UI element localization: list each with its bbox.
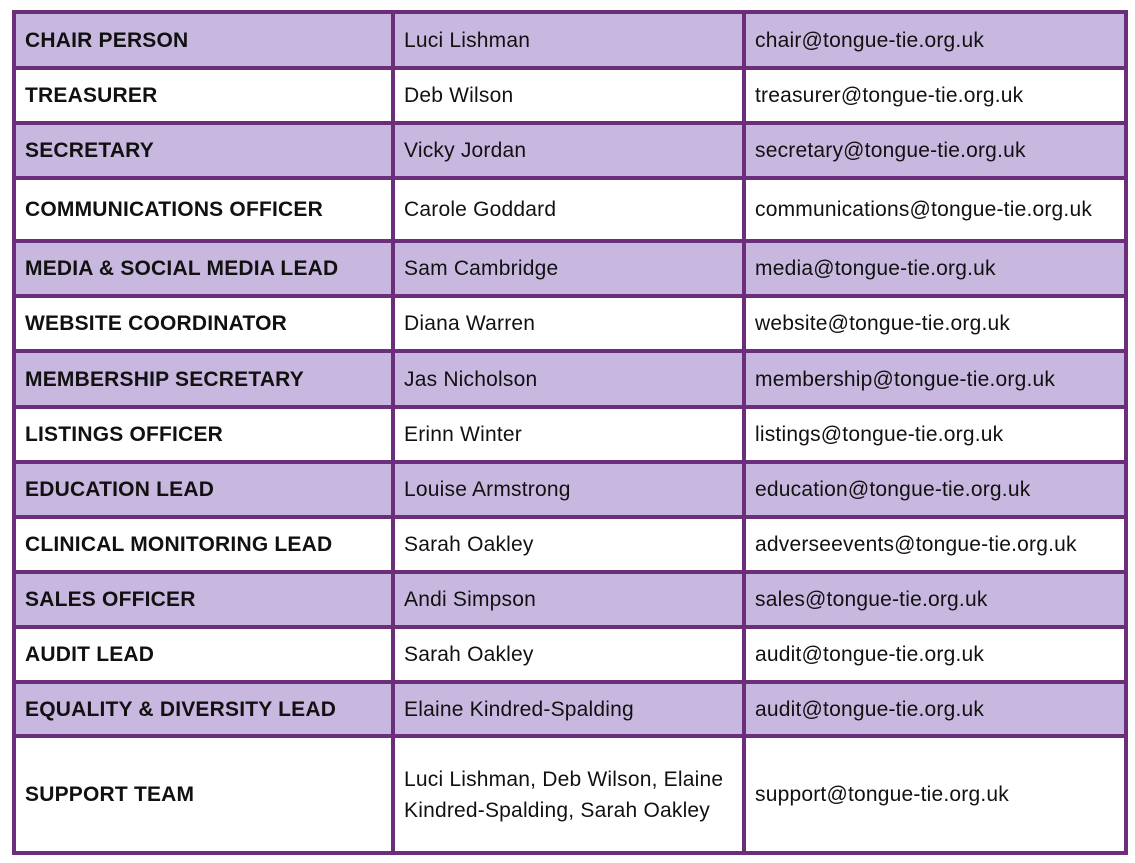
name-cell: Sarah Oakley bbox=[393, 627, 744, 682]
table-row bbox=[14, 241, 1126, 296]
email-cell[interactable]: website@tongue-tie.org.uk bbox=[744, 296, 1126, 351]
table-row bbox=[14, 351, 1126, 407]
table-row bbox=[14, 123, 1126, 178]
email-cell[interactable]: adverseevents@tongue-tie.org.uk bbox=[744, 517, 1126, 572]
email-cell[interactable]: secretary@tongue-tie.org.uk bbox=[744, 123, 1126, 178]
table-row bbox=[14, 572, 1126, 627]
email-cell[interactable]: listings@tongue-tie.org.uk bbox=[744, 407, 1126, 462]
email-cell[interactable]: chair@tongue-tie.org.uk bbox=[744, 12, 1126, 68]
role-cell: LISTINGS OFFICER bbox=[14, 407, 393, 462]
name-cell: Sarah Oakley bbox=[393, 517, 744, 572]
name-cell: Deb Wilson bbox=[393, 68, 744, 123]
name-cell: Sam Cambridge bbox=[393, 241, 744, 296]
table-row bbox=[14, 627, 1126, 682]
email-cell[interactable]: sales@tongue-tie.org.uk bbox=[744, 572, 1126, 627]
name-cell: Luci Lishman bbox=[393, 12, 744, 68]
table-row bbox=[14, 462, 1126, 517]
role-cell: AUDIT LEAD bbox=[14, 627, 393, 682]
name-cell: Vicky Jordan bbox=[393, 123, 744, 178]
role-cell: WEBSITE COORDINATOR bbox=[14, 296, 393, 351]
email-cell[interactable]: education@tongue-tie.org.uk bbox=[744, 462, 1126, 517]
email-cell[interactable]: audit@tongue-tie.org.uk bbox=[744, 682, 1126, 736]
email-cell[interactable]: support@tongue-tie.org.uk bbox=[744, 736, 1126, 853]
role-cell: EDUCATION LEAD bbox=[14, 462, 393, 517]
table-row bbox=[14, 517, 1126, 572]
role-cell: MEMBERSHIP SECRETARY bbox=[14, 351, 393, 407]
role-cell: SECRETARY bbox=[14, 123, 393, 178]
email-cell[interactable]: treasurer@tongue-tie.org.uk bbox=[744, 68, 1126, 123]
table-row bbox=[14, 12, 1126, 68]
name-cell: Carole Goddard bbox=[393, 178, 744, 241]
name-cell: Andi Simpson bbox=[393, 572, 744, 627]
role-cell: SALES OFFICER bbox=[14, 572, 393, 627]
table-row bbox=[14, 736, 1126, 853]
role-cell: EQUALITY & DIVERSITY LEAD bbox=[14, 682, 393, 736]
name-cell: Diana Warren bbox=[393, 296, 744, 351]
name-cell: Louise Armstrong bbox=[393, 462, 744, 517]
name-cell: Jas Nicholson bbox=[393, 351, 744, 407]
name-cell: Luci Lishman, Deb Wilson, Elaine Kindred-Spalding, Sarah Oakley bbox=[393, 736, 744, 853]
role-cell: TREASURER bbox=[14, 68, 393, 123]
role-cell: CHAIR PERSON bbox=[14, 12, 393, 68]
table-row bbox=[14, 68, 1126, 123]
table-row bbox=[14, 296, 1126, 351]
committee-table-body bbox=[14, 12, 1126, 853]
name-cell: Erinn Winter bbox=[393, 407, 744, 462]
role-cell: CLINICAL MONITORING LEAD bbox=[14, 517, 393, 572]
email-cell[interactable]: media@tongue-tie.org.uk bbox=[744, 241, 1126, 296]
email-cell[interactable]: membership@tongue-tie.org.uk bbox=[744, 351, 1126, 407]
name-cell: Elaine Kindred-Spalding bbox=[393, 682, 744, 736]
table-row bbox=[14, 407, 1126, 462]
role-cell: MEDIA & SOCIAL MEDIA LEAD bbox=[14, 241, 393, 296]
table-row bbox=[14, 178, 1126, 241]
email-cell[interactable]: communications@tongue-tie.org.uk bbox=[744, 178, 1126, 241]
email-cell[interactable]: audit@tongue-tie.org.uk bbox=[744, 627, 1126, 682]
table-row bbox=[14, 682, 1126, 736]
committee-contacts-table bbox=[12, 10, 1128, 855]
role-cell: COMMUNICATIONS OFFICER bbox=[14, 178, 393, 241]
role-cell: SUPPORT TEAM bbox=[14, 736, 393, 853]
